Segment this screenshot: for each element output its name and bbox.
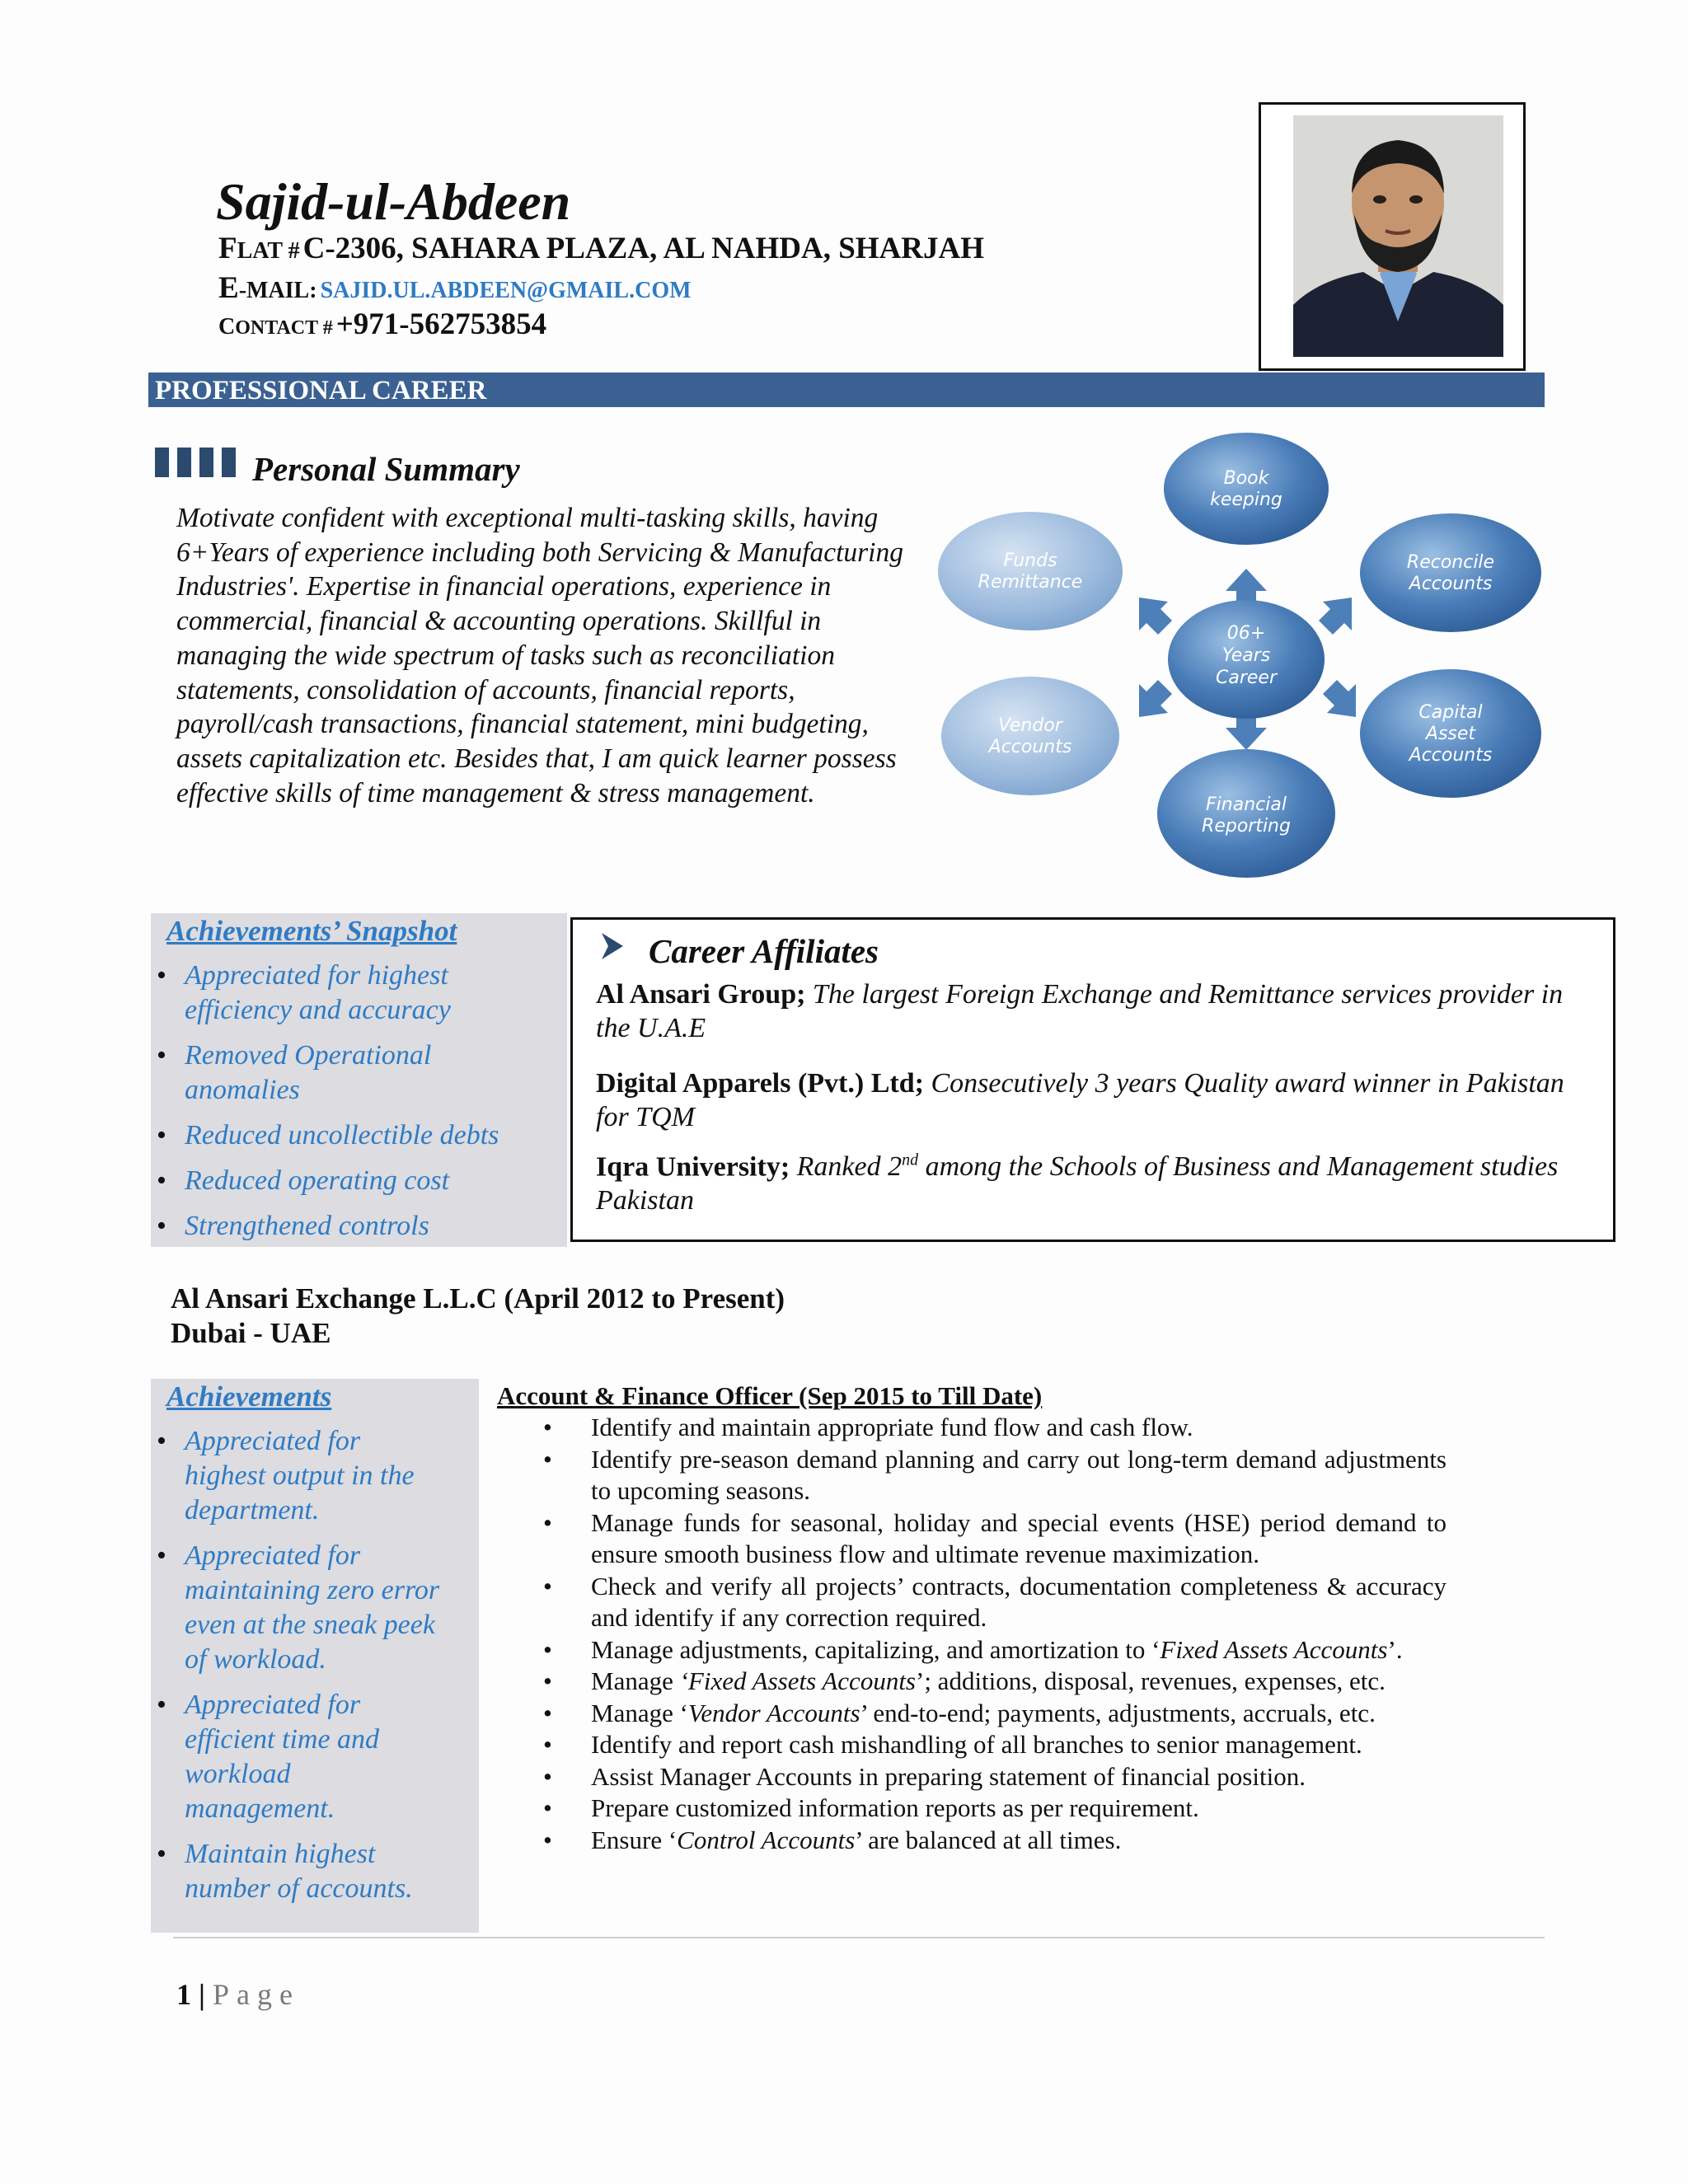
node-capital-line-1: Capital [1418,702,1483,723]
affiliate-desc-before: Ranked 2 [796,1151,903,1183]
node-capital-line-2: Asset [1425,724,1476,744]
list-item [150,1164,562,1198]
ach-4-line-1: Maintain highest [185,1839,376,1869]
address-label-rest: LAT # [237,238,300,264]
list-item [540,1634,1447,1666]
list-item [540,1698,1447,1730]
list-item [150,1424,480,1528]
page-number: 1 [176,1978,191,2011]
snapshot-item-3: Reduced uncollectible debts [185,1120,499,1151]
duty-text: Assist Manager Accounts in preparing statement of financial position. [591,1761,1306,1791]
profile-photo-image [1293,115,1503,357]
duty-text: Check and verify all projects’ contracts, documentation completeness & accuracy and identify if any correction required. [591,1571,1447,1632]
role-title: Account & Finance Officer (Sep 2015 to Till Date) [497,1381,1043,1410]
address-value: C-2306, SAHARA PLAZA, AL NAHDA, SHARJAH [302,232,985,265]
snapshot-item-4: Reduced operating cost [185,1165,450,1196]
ach-1-line-1: Appreciated for [185,1426,361,1456]
diagram-node-reconcile [1360,513,1541,632]
duty-text: Identify and maintain appropriate fund flow and cash flow. [591,1413,1193,1441]
duty-text: Prepare customized information reports as per requirement. [591,1793,1199,1822]
node-vendor-line-2: Accounts [988,737,1072,757]
ach-2-line-1: Appreciated for [185,1540,361,1571]
node-financial-line-2: Reporting [1202,816,1291,837]
ach-1-line-3: department. [185,1495,320,1526]
diagram-node-capital-asset [1360,669,1541,798]
center-line-3: Career [1215,668,1278,688]
page-footer [176,1976,300,2013]
affiliate-desc: Consecutively 3 years Quality award winner in Pakistan for TQM [596,1068,1564,1132]
arrowhead-bullet-icon [600,928,625,964]
duty-italic: Vendor Accounts [687,1698,860,1727]
snapshot-item-1-line-2: efficiency and accuracy [185,995,451,1025]
affiliate-org: Digital Apparels (Pvt.) Ltd; [596,1068,924,1099]
duty-italic: Fixed Assets Accounts [1160,1634,1388,1664]
arrow-downright-icon [1323,680,1356,717]
snapshot-item-5: Strengthened controls [185,1211,429,1241]
duty-italic: Control Accounts [677,1825,856,1854]
email-link[interactable]: SAJID.UL.ABDEEN@GMAIL.COM [320,278,692,303]
node-funds-line-1: Funds [1003,551,1057,571]
list-item [540,1793,1447,1825]
section-bars-icon [155,448,244,481]
achievements-snapshot-title: Achievements’ Snapshot [166,915,457,947]
career-affiliates-box [570,917,1615,1242]
snapshot-item-1-line-1: Appreciated for highest [185,960,448,991]
list-item [150,1837,480,1906]
address-label-initial: F [218,232,237,265]
list-item [150,1209,562,1244]
duty-text: Manage adjustments, capitalizing, and amortization to ‘ [591,1634,1160,1664]
snapshot-item-2-line-2: anomalies [185,1075,300,1105]
duty-text: Manage [591,1666,680,1695]
duty-text: Identify and report cash mishandling of all branches to senior management. [591,1730,1362,1759]
page-word: Page [212,1978,300,2011]
diagram-node-bookkeeping [1164,433,1329,545]
center-line-2: Years [1221,645,1271,666]
ach-1-line-2: highest output in the [185,1460,415,1491]
contact-value: +971-562753854 [335,307,547,341]
diagram-node-vendor [941,677,1119,795]
achievements-snapshot-list [150,958,562,1254]
duty-italic: ‘Fixed Assets Accounts [679,1666,916,1695]
node-capital-line-3: Accounts [1409,745,1493,766]
list-item [150,1118,562,1153]
node-reconcile-line-2: Accounts [1409,574,1493,594]
affiliate-desc: The largest Foreign Exchange and Remittance services provider in the U.A.E [596,979,1564,1043]
duty-text-after: ’. [1387,1634,1403,1664]
list-item [150,1539,480,1677]
duty-text-after: ’ are balanced at all times. [855,1825,1122,1854]
list-item [540,1666,1447,1698]
affiliate-desc-sup: nd [902,1151,919,1169]
candidate-name: Sajid-ul-Abdeen [216,172,571,231]
email-label-rest: -MAIL: [238,278,317,303]
list-item [540,1761,1447,1793]
affiliate-org: Iqra University; [596,1151,790,1183]
personal-summary-heading: Personal Summary [252,450,520,488]
arrow-upleft-icon [1139,598,1172,635]
employer-heading: Al Ansari Exchange L.L.C (April 2012 to Present) [171,1282,785,1315]
affiliate-desc-after: among the Schools of Business and Management studies Pakistan [596,1151,1559,1216]
diagram-nodes [938,433,1541,878]
profile-photo [1293,115,1503,357]
duty-text: Identify pre-season demand planning and carry out long-term demand adjustments to upcoming seasons. [591,1444,1447,1505]
ach-2-line-4: of workload. [185,1644,326,1675]
contact-line [218,307,546,349]
center-line-1: 06+ [1226,623,1266,644]
diagram-node-financial-reporting [1157,749,1335,878]
node-bookkeeping-line-1: Book [1223,468,1269,489]
contact-label-initial: C [218,314,236,340]
footer-divider [173,1937,1545,1938]
achievements-title: Achievements [166,1380,332,1413]
list-item [150,1688,480,1826]
duty-text: Manage funds for seasonal, holiday and special events (HSE) period demand to ensure smooth business flow and ultimate revenue maximization. [591,1507,1447,1568]
list-item [540,1444,1447,1507]
duties-list [540,1412,1447,1856]
list-item [540,1571,1447,1634]
personal-summary-text: Motivate confident with exceptional multi-tasking skills, having 6+Years of experience including both Servicing & Manufacturing Industries'. Expertise in financial operations, experience in commercial, financial & accounting operations. Skillful in managing the wide spectrum of tasks such as reconciliation statements, consolidation of accounts, financial reports, payroll/cash transactions, financial statement, mini budgeting, assets capitalization etc. Besides that, I am quick learner possess effective skills of time management & stress management. [176,503,903,808]
affiliate-entry [596,1144,1585,1217]
employer-location: Dubai - UAE [171,1317,331,1349]
ach-3-line-2: efficient time and [185,1724,380,1755]
node-reconcile-line-1: Reconcile [1406,552,1495,573]
ach-2-line-3: even at the sneak peek [185,1610,435,1640]
ach-3-line-4: management. [185,1793,335,1824]
diagram-node-funds [938,512,1123,630]
arrow-upright-icon [1319,598,1352,635]
snapshot-item-2-line-1: Removed Operational [185,1040,432,1071]
diagram-center-node [1168,600,1325,719]
node-funds-line-2: Remittance [978,572,1083,593]
ach-2-line-2: maintaining zero error [185,1575,440,1605]
address-line [218,231,984,273]
page-separator: | [199,1978,205,2011]
career-skills-diagram [931,433,1558,894]
career-affiliates-title: Career Affiliates [649,932,879,970]
node-financial-line-1: Financial [1206,794,1287,815]
list-item [540,1507,1447,1571]
duty-text-after: ’; additions, disposal, revenues, expenses, etc. [916,1666,1386,1695]
node-bookkeeping-line-2: keeping [1210,490,1282,510]
email-label-initial: E [218,271,239,305]
professional-career-bar: PROFESSIONAL CAREER [148,373,1545,407]
ach-4-line-2: number of accounts. [185,1873,413,1904]
node-vendor-line-1: Vendor [998,715,1062,736]
arrow-downleft-icon [1139,680,1172,717]
affiliate-org: Al Ansari Group; [596,979,806,1010]
ach-3-line-1: Appreciated for [185,1690,361,1720]
achievements-list [150,1424,480,1917]
ach-3-line-3: workload [185,1759,291,1789]
duty-text: Ensure ‘ [591,1825,678,1854]
contact-label-rest: ONTACT # [235,317,333,339]
affiliate-entry [596,1066,1585,1134]
list-item [540,1729,1447,1761]
list-item [150,1038,562,1108]
duty-text: Manage ‘ [591,1698,688,1727]
profile-photo-frame [1259,102,1526,371]
affiliate-entry [596,977,1585,1045]
duty-text-after: ’ end-to-end; payments, adjustments, accruals, etc. [860,1698,1376,1727]
list-item [540,1825,1447,1857]
list-item [150,958,562,1028]
list-item [540,1412,1447,1444]
